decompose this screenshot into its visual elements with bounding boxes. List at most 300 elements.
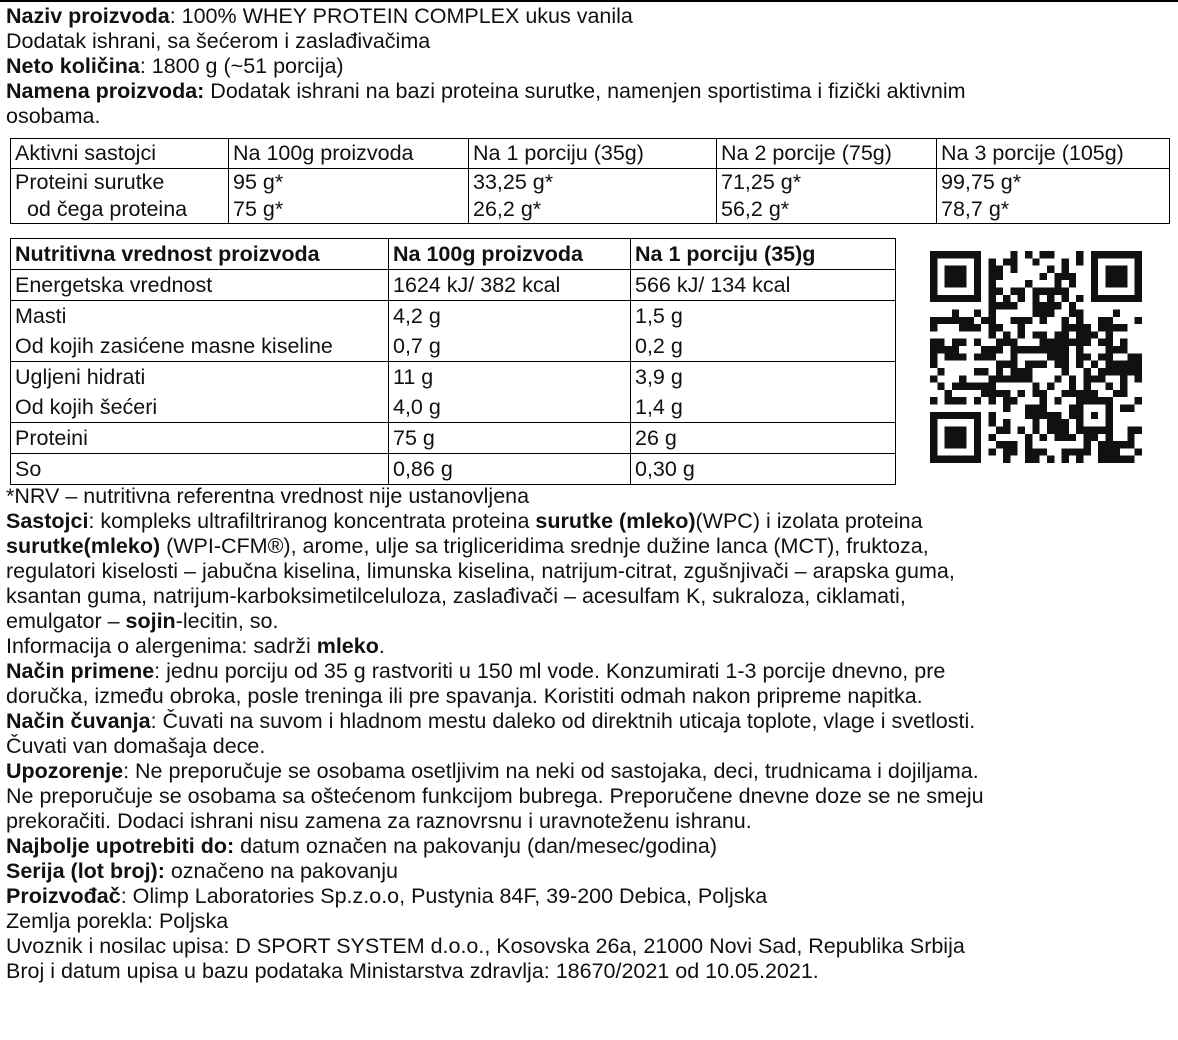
qr-module [1040, 397, 1047, 404]
best-before-label: Najbolje upotrebiti do: [6, 834, 235, 858]
qr-module [974, 441, 981, 448]
qr-module [959, 324, 966, 331]
qr-module [1135, 448, 1142, 455]
qr-module [1091, 288, 1098, 295]
qr-module [1135, 426, 1142, 433]
qr-module [974, 397, 981, 404]
qr-module [988, 280, 995, 287]
qr-module [1047, 266, 1054, 273]
qr-module [1025, 405, 1032, 412]
qr-module [952, 295, 959, 302]
qr-module [1076, 412, 1083, 419]
qr-module [988, 309, 995, 316]
qr-module [930, 295, 937, 302]
qr-module [996, 361, 1003, 368]
qr-module [967, 456, 974, 463]
qr-module [1120, 273, 1127, 280]
qr-module [1003, 258, 1010, 265]
qr-module [1062, 339, 1069, 346]
qr-module [1010, 353, 1017, 360]
qr-module [945, 456, 952, 463]
qr-module [1032, 405, 1039, 412]
qr-module [1105, 339, 1112, 346]
qr-module [930, 419, 937, 426]
table-row [11, 169, 1170, 224]
warning-text: prekoračiti. Dodaci ishrani nisu zamena za raznovrsnu i uravnoteženu ishranu. [6, 809, 752, 833]
qr-module [1062, 346, 1069, 353]
qr-module [1098, 441, 1105, 448]
qr-module [1047, 353, 1054, 360]
qr-module [974, 383, 981, 390]
qr-module [930, 258, 937, 265]
qr-module [974, 426, 981, 433]
qr-module [974, 456, 981, 463]
qr-module [1062, 295, 1069, 302]
qr-module [1091, 361, 1098, 368]
qr-module [1120, 441, 1127, 448]
qr-module [1084, 448, 1091, 455]
qr-module [937, 339, 944, 346]
qr-module [967, 383, 974, 390]
qr-module [952, 412, 959, 419]
qr-module [1062, 317, 1069, 324]
qr-module [1135, 288, 1142, 295]
qr-module [1032, 426, 1039, 433]
qr-module [1054, 346, 1061, 353]
qr-module [930, 317, 937, 324]
table-cell: 99,75 g* 78,7 g* [937, 169, 1170, 224]
qr-module [1040, 331, 1047, 338]
table-cell: 33,25 g* 26,2 g* [469, 169, 717, 224]
qr-module [1003, 390, 1010, 397]
qr-module [1054, 412, 1061, 419]
qr-module [1120, 405, 1127, 412]
qr-module [1076, 331, 1083, 338]
qr-module [1120, 456, 1127, 463]
qr-module [974, 353, 981, 360]
qr-module [1054, 331, 1061, 338]
active-ingredients-table [10, 138, 1170, 224]
qr-module [988, 383, 995, 390]
qr-module [1010, 441, 1017, 448]
qr-module [1084, 375, 1091, 382]
net-quantity-label: Neto količina [6, 54, 140, 78]
table-row [11, 270, 896, 301]
qr-module [1025, 412, 1032, 419]
qr-module [1018, 295, 1025, 302]
qr-module [1113, 266, 1120, 273]
qr-module [988, 375, 995, 382]
qr-module [1105, 456, 1112, 463]
qr-module [930, 361, 937, 368]
qr-module [988, 331, 995, 338]
qr-module [1105, 280, 1112, 287]
qr-module [1069, 375, 1076, 382]
qr-module [1025, 434, 1032, 441]
qr-module [930, 397, 937, 404]
allergen-info: Informacija o alergenima: sadrži [6, 634, 317, 658]
qr-module [1127, 441, 1134, 448]
qr-module [1135, 317, 1142, 324]
qr-module [1032, 412, 1039, 419]
table-cell: 1624 kJ/ 382 kcal [389, 270, 631, 301]
qr-module [974, 339, 981, 346]
qr-module [974, 288, 981, 295]
qr-module [1010, 448, 1017, 455]
qr-module [1025, 361, 1032, 368]
qr-module [1010, 339, 1017, 346]
qr-module [1113, 448, 1120, 455]
importer: Uvoznik i nosilac upisa: D SPORT SYSTEM d.o.o., Kosovska 26a, 21000 Novi Sad, Republika Srbija [6, 934, 965, 958]
qr-module [1047, 383, 1054, 390]
qr-module [1025, 375, 1032, 382]
qr-module [1069, 302, 1076, 309]
qr-module [996, 375, 1003, 382]
qr-module [988, 353, 995, 360]
qr-module [1091, 412, 1098, 419]
qr-module [930, 441, 937, 448]
qr-module [937, 383, 944, 390]
ingredients-text: -lecitin, so. [175, 609, 279, 633]
allergen-text: mleko [316, 634, 379, 658]
qr-module [1091, 331, 1098, 338]
table-header-row [11, 139, 1170, 169]
qr-module [1127, 361, 1134, 368]
qr-module [959, 266, 966, 273]
table-cell: 0,86 g [389, 454, 631, 485]
qr-module [1069, 273, 1076, 280]
qr-module [1084, 434, 1091, 441]
table-cell: Na 3 porcije (105g) [937, 139, 1170, 169]
qr-module [996, 302, 1003, 309]
net-quantity-value: : 1800 g (~51 porcija) [139, 54, 344, 78]
qr-module [1040, 434, 1047, 441]
qr-module [1084, 390, 1091, 397]
qr-module [1062, 361, 1069, 368]
qr-module [1135, 361, 1142, 368]
table-cell: Masti Od kojih zasićene masne kiseline [11, 301, 389, 362]
qr-module [945, 295, 952, 302]
qr-module [1091, 258, 1098, 265]
qr-module [1098, 397, 1105, 404]
qr-module [1040, 309, 1047, 316]
lot-label: Serija (lot broj): [6, 859, 165, 883]
table-cell: 11 g 4,0 g [389, 362, 631, 423]
qr-module [1040, 288, 1047, 295]
qr-module [988, 295, 995, 302]
qr-module [1120, 324, 1127, 331]
qr-module [974, 412, 981, 419]
qr-module [1105, 397, 1112, 404]
qr-module [1040, 302, 1047, 309]
qr-module [1127, 295, 1134, 302]
qr-module [1010, 288, 1017, 295]
qr-module [1091, 266, 1098, 273]
qr-module [1040, 390, 1047, 397]
qr-module [952, 309, 959, 316]
qr-module [1010, 266, 1017, 273]
qr-module [996, 368, 1003, 375]
qr-module [1003, 405, 1010, 412]
qr-module [988, 434, 995, 441]
qr-module [1018, 368, 1025, 375]
qr-module [1040, 405, 1047, 412]
qr-module [1062, 331, 1069, 338]
qr-module [1032, 309, 1039, 316]
qr-module [1047, 288, 1054, 295]
qr-module [981, 353, 988, 360]
qr-module [1120, 390, 1127, 397]
qr-module [1032, 346, 1039, 353]
table-cell: 95 g* 75 g* [229, 169, 469, 224]
qr-module [974, 368, 981, 375]
qr-module [1091, 397, 1098, 404]
qr-module [937, 251, 944, 258]
qr-module [945, 434, 952, 441]
qr-module [1069, 405, 1076, 412]
qr-module [974, 251, 981, 258]
table-cell: Na 2 porcije (75g) [717, 139, 937, 169]
qr-module [1032, 390, 1039, 397]
qr-module [1003, 456, 1010, 463]
table-cell: So [11, 454, 389, 485]
qr-module [1113, 280, 1120, 287]
manufacturer-value: : Olimp Laboratories Sp.z.o.o, Pustynia 84F, 39-200 Debica, Poljska [120, 884, 768, 908]
qr-module [1120, 280, 1127, 287]
qr-module [1003, 339, 1010, 346]
qr-module [1010, 258, 1017, 265]
qr-module [1069, 383, 1076, 390]
qr-module [1084, 383, 1091, 390]
qr-module [1040, 317, 1047, 324]
qr-module [1047, 302, 1054, 309]
qr-module [945, 251, 952, 258]
qr-module [981, 383, 988, 390]
qr-module [952, 397, 959, 404]
qr-module [1054, 375, 1061, 382]
table-row [11, 454, 896, 485]
qr-module [1040, 361, 1047, 368]
qr-module [1032, 331, 1039, 338]
qr-module [1003, 361, 1010, 368]
qr-module [1105, 273, 1112, 280]
qr-module [1069, 324, 1076, 331]
qr-module [988, 258, 995, 265]
qr-module [930, 448, 937, 455]
qr-module [1120, 368, 1127, 375]
qr-module [1062, 390, 1069, 397]
qr-module [1025, 368, 1032, 375]
qr-module [974, 448, 981, 455]
storage-label: Način čuvanja [6, 709, 151, 733]
qr-module [959, 441, 966, 448]
qr-module [1120, 383, 1127, 390]
qr-module [996, 426, 1003, 433]
qr-module [981, 390, 988, 397]
qr-module [1025, 280, 1032, 287]
table-cell: 3,9 g 1,4 g [631, 362, 896, 423]
qr-module [1105, 251, 1112, 258]
qr-module [1010, 251, 1017, 258]
qr-module [1054, 361, 1061, 368]
allergen-text: surutke(mleko) [6, 534, 161, 558]
qr-module [1076, 448, 1083, 455]
table-cell: Proteini surutke od čega proteina [11, 169, 229, 224]
qr-module [988, 288, 995, 295]
qr-module [945, 273, 952, 280]
qr-module [1062, 353, 1069, 360]
qr-module [1084, 441, 1091, 448]
qr-module [996, 390, 1003, 397]
qr-module [1105, 434, 1112, 441]
ingredients-text: regulatori kiselosti – jabučna kiselina, limunska kiselina, natrijum-citrat, zgušnjivači – arapska guma, [6, 559, 955, 583]
qr-module [959, 280, 966, 287]
qr-module [1113, 456, 1120, 463]
qr-module [1084, 368, 1091, 375]
qr-module [1003, 295, 1010, 302]
qr-module [996, 324, 1003, 331]
qr-module [952, 251, 959, 258]
qr-module [1113, 273, 1120, 280]
qr-module [1127, 456, 1134, 463]
qr-module [1105, 412, 1112, 419]
table-cell: Na 100g proizvoda [389, 239, 631, 270]
best-before-value: datum označen na pakovanju (dan/mesec/godina) [234, 834, 717, 858]
qr-module [930, 434, 937, 441]
qr-module [937, 317, 944, 324]
qr-module [1003, 441, 1010, 448]
product-name-value: : 100% WHEY PROTEIN COMPLEX ukus vanila [169, 4, 633, 28]
qr-module [1076, 456, 1083, 463]
nrv-note: *NRV – nutritivna referentna vrednost nije ustanovljena [6, 484, 530, 508]
table-cell: Proteini [11, 423, 389, 454]
qr-module [937, 368, 944, 375]
qr-module [930, 353, 937, 360]
ingredients-text: : kompleks ultrafiltriranog koncentrata proteina [88, 509, 536, 533]
qr-module [1062, 368, 1069, 375]
qr-module [1010, 302, 1017, 309]
qr-module [1047, 339, 1054, 346]
qr-module [1105, 426, 1112, 433]
qr-module [959, 397, 966, 404]
table-row [11, 423, 896, 454]
qr-module [1062, 288, 1069, 295]
qr-module [988, 324, 995, 331]
allergen-text: surutke (mleko) [535, 509, 696, 533]
qr-module [1076, 309, 1083, 316]
qr-module [1091, 390, 1098, 397]
qr-module [1091, 273, 1098, 280]
qr-module [1010, 375, 1017, 382]
qr-module [1054, 302, 1061, 309]
qr-module [1018, 375, 1025, 382]
qr-module [1076, 258, 1083, 265]
qr-module [1062, 419, 1069, 426]
qr-module [974, 266, 981, 273]
qr-code-icon[interactable] [930, 251, 1142, 463]
qr-module [937, 412, 944, 419]
qr-module [1076, 426, 1083, 433]
qr-module [1054, 397, 1061, 404]
qr-module [988, 317, 995, 324]
qr-module [1062, 456, 1069, 463]
qr-module [1113, 251, 1120, 258]
qr-module [1003, 397, 1010, 404]
qr-module [1047, 426, 1054, 433]
qr-module [988, 273, 995, 280]
qr-module [945, 412, 952, 419]
qr-module [1076, 346, 1083, 353]
qr-module [1054, 434, 1061, 441]
qr-module [1098, 456, 1105, 463]
qr-module [945, 397, 952, 404]
qr-module [1076, 361, 1083, 368]
qr-module [1062, 426, 1069, 433]
storage-text: Čuvati van domašaja dece. [6, 734, 266, 758]
qr-module [1018, 331, 1025, 338]
qr-module [967, 251, 974, 258]
qr-module [1105, 331, 1112, 338]
qr-module [1105, 295, 1112, 302]
qr-module [1076, 419, 1083, 426]
qr-module [1135, 280, 1142, 287]
qr-module [1098, 295, 1105, 302]
qr-module [1105, 324, 1112, 331]
qr-module [1025, 346, 1032, 353]
qr-module [974, 280, 981, 287]
qr-module [1127, 434, 1134, 441]
qr-module [996, 288, 1003, 295]
qr-module [1069, 339, 1076, 346]
qr-module [974, 273, 981, 280]
allergen-text: sojin [125, 609, 176, 633]
qr-module [1091, 295, 1098, 302]
ingredients-text: ksantan guma, natrijum-karboksimetilceluloza, zaslađivači – acesulfam K, sukraloza, ciklamati, [6, 584, 906, 608]
qr-module [945, 280, 952, 287]
qr-module [1076, 339, 1083, 346]
qr-module [945, 317, 952, 324]
qr-module [1084, 353, 1091, 360]
qr-module [1105, 441, 1112, 448]
qr-module [974, 419, 981, 426]
table-cell: Na 1 porciju (35)g [631, 239, 896, 270]
qr-module [996, 346, 1003, 353]
qr-module [1032, 295, 1039, 302]
qr-module [959, 251, 966, 258]
qr-module [1040, 448, 1047, 455]
header-section [6, 4, 1172, 129]
qr-module [959, 317, 966, 324]
qr-module [1040, 339, 1047, 346]
qr-module [945, 426, 952, 433]
qr-module [1032, 448, 1039, 455]
qr-module [1003, 426, 1010, 433]
qr-module [930, 266, 937, 273]
qr-module [1018, 288, 1025, 295]
qr-module [1098, 339, 1105, 346]
allergen-info: . [378, 634, 385, 658]
qr-module [1076, 295, 1083, 302]
lot-value: označeno na pakovanju [164, 859, 398, 883]
ingredients-text: emulgator – [6, 609, 126, 633]
qr-module [1135, 258, 1142, 265]
qr-module [1098, 251, 1105, 258]
qr-module [952, 426, 959, 433]
ingredients-text: (WPI-CFM®), arome, ulje sa trigliceridima srednje dužine lanca (MCT), fruktoza, [160, 534, 929, 558]
qr-module [1135, 353, 1142, 360]
qr-module [1120, 251, 1127, 258]
qr-module [1135, 368, 1142, 375]
